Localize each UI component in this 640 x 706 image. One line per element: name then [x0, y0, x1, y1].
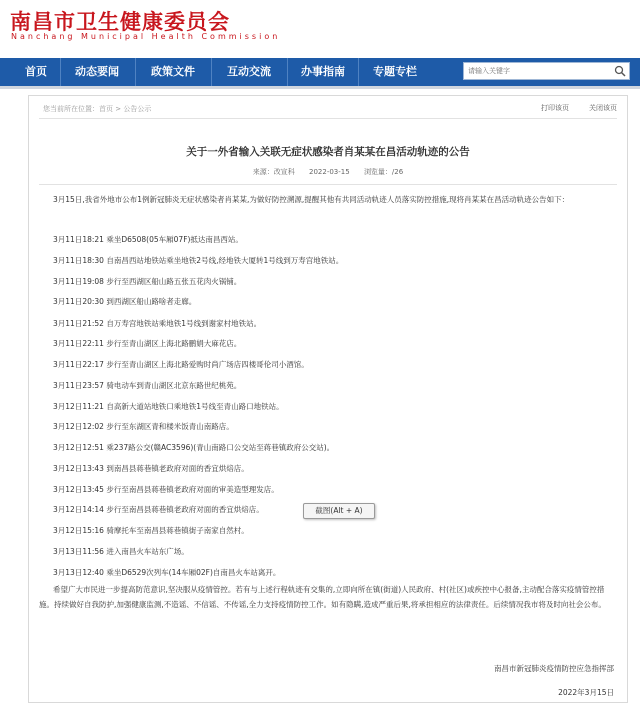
search-input[interactable]	[468, 65, 608, 77]
track-item: 3月11日19:08 步行至西湖区船山路五张五花肉火锅铺。	[53, 277, 242, 286]
track-item: 3月12日12:51 乘237路公交(赣AC3596)(青山南路口公交站至蒋巷镇政府公交站)。	[53, 443, 335, 452]
nav-divider	[60, 58, 61, 86]
nav-item-special[interactable]: 专题专栏	[373, 65, 417, 78]
breadcrumb[interactable]: 您当前所在位置：首页 > 公告公示	[43, 105, 152, 113]
close-page-link[interactable]: 关闭该页	[589, 104, 617, 112]
nav-item-guide[interactable]: 办事指南	[301, 65, 345, 78]
site-title-en: Nanchang Municipal Health Commission	[11, 32, 281, 41]
track-item: 3月11日23:57 骑电动车到青山湖区北京东路世纪桃苑。	[53, 381, 242, 390]
track-item: 3月11日21:52 自万寿宫地铁站乘地铁1号线到谢家村地铁站。	[53, 319, 262, 328]
track-item: 3月12日12:02 步行至东湖区青和楼米饭青山南路店。	[53, 422, 234, 431]
nav-divider	[135, 58, 136, 86]
meta-divider	[39, 184, 617, 185]
nav-divider	[287, 58, 288, 86]
nav-item-home[interactable]: 首页	[25, 65, 47, 78]
article-intro: 3月15日,我省外地市公布1例新冠肺炎无症状感染者肖某某,为做好防控溯源,提醒其他有共同活动轨迹人员落实防控措施,现将肖某某在昌活动轨迹公告如下：	[53, 195, 570, 204]
track-item: 3月12日14:14 步行至南昌县蒋巷镇老政府对面的香宜烘焙店。	[53, 505, 264, 514]
article-title: 关于一外省输入关联无症状感染者肖某某在昌活动轨迹的公告	[186, 146, 470, 158]
site-header	[0, 0, 640, 58]
track-item: 3月12日13:45 步行至南昌县蒋巷镇老政府对面的审美造型理发店。	[53, 485, 279, 494]
nav-item-interaction[interactable]: 互动交流	[227, 65, 271, 78]
track-item: 3月11日22:11 步行至青山湖区上海北路鹏娟大麻花店。	[53, 339, 242, 348]
nav-divider	[211, 58, 212, 86]
search-box	[463, 62, 630, 80]
article-source: 来源：改宣科	[252, 168, 295, 176]
track-item: 3月12日15:16 骑摩托车至南昌县蒋巷镇街子南家自然村。	[53, 526, 249, 535]
article-views: 浏览量：/26	[363, 168, 404, 176]
track-item: 3月11日20:30 到西湖区船山路啥者走廊。	[53, 297, 197, 306]
search-icon[interactable]	[614, 65, 626, 77]
nav-item-policy[interactable]: 政策文件	[151, 65, 195, 78]
article-date: 2022-03-15	[309, 168, 350, 176]
article-sign-date: 2022年3月15日	[558, 688, 614, 697]
article-meta	[29, 167, 627, 177]
toolbar-divider	[39, 118, 617, 119]
nav-item-news[interactable]: 动态要闻	[75, 65, 119, 78]
track-item: 3月13日12:40 乘坐D6529次列车(14车厢02F)自南昌火车站离开。	[53, 568, 281, 577]
print-page-link[interactable]: 打印该页	[541, 104, 569, 112]
track-item: 3月12日11:21 自高新大道站地铁口乘地铁1号线至青山路口地铁站。	[53, 402, 284, 411]
track-item: 3月11日22:17 步行至青山湖区上海北路爱购时尚广场店四楼哥伦司小酒馆。	[53, 360, 309, 369]
track-item: 3月12日13:43 到南昌县蒋巷镇老政府对面的香宜烘焙店。	[53, 464, 249, 473]
site-title-cn[interactable]: 南昌市卫生健康委员会	[10, 10, 230, 34]
track-item: 3月11日18:21 乘坐D6508(05车厢07F)抵达南昌西站。	[53, 235, 243, 244]
nav-divider	[358, 58, 359, 86]
article-panel	[28, 95, 628, 703]
screenshot-tooltip: 截图(Alt + A)	[303, 503, 375, 519]
track-item: 3月11日18:30 自南昌西站地铁站乘坐地铁2号线,经地铁大厦转1号线到万寿宫地铁站。	[53, 256, 344, 265]
article-appeal: 希望广大市民进一步提高防范意识,坚决服从疫情管控。若有与上述行程轨迹有交集的,立即向所在镇(街道)人民政府、村(社区)或疾控中心报备,主动配合落实疫情管控措施。持续做好自我防护,加强健康监测,不造谣、不信谣、不传谣,全力支持疫情防控工作。如有隐瞒,造成严重后果,将承担相应的法律责任。后续情况我市将及时向社会公布。	[39, 585, 606, 609]
article-signature: 南昌市新冠肺炎疫情防控应急指挥部	[494, 664, 614, 673]
track-item: 3月13日11:56 进入南昌火车站东广场。	[53, 547, 189, 556]
